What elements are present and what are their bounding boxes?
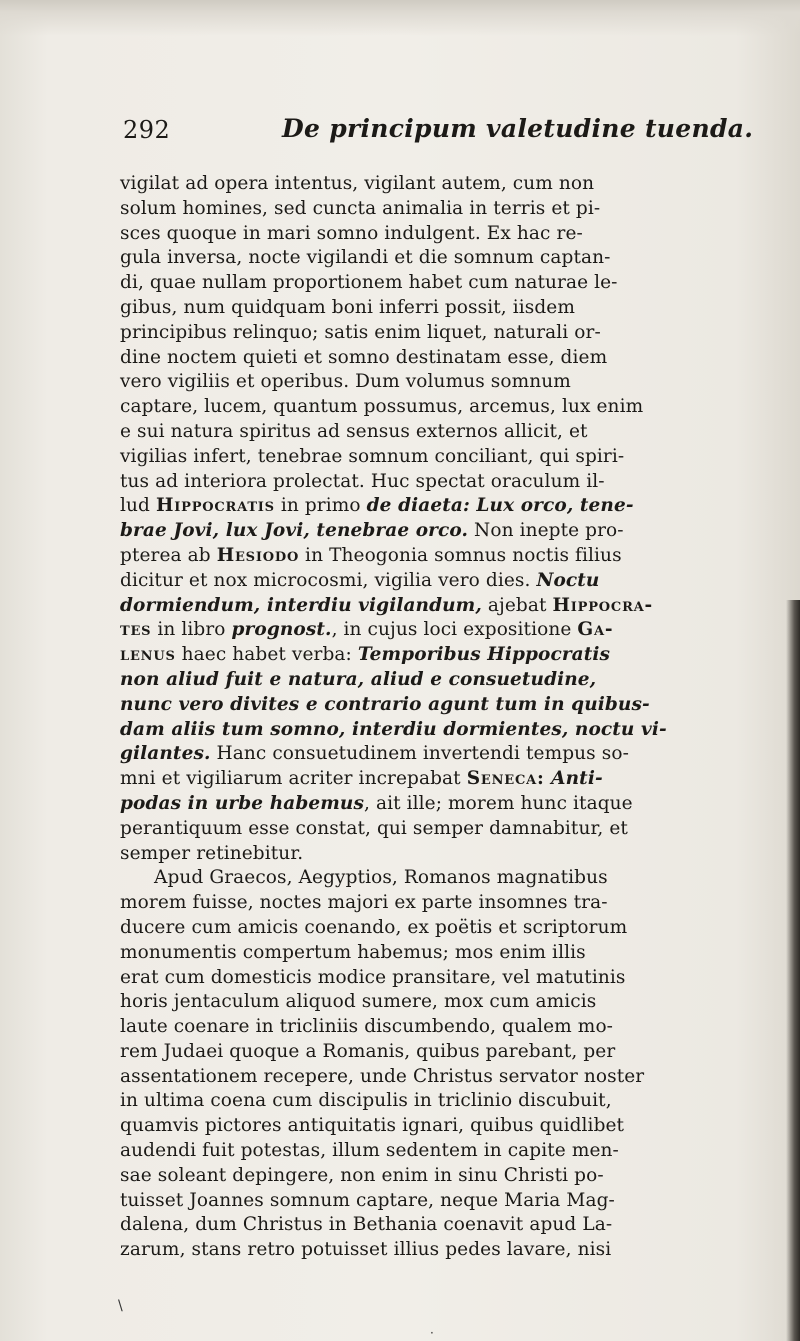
- text-run: assentationem recepere, unde Christus servator noster: [120, 1065, 645, 1087]
- italic-quote: Temporibus Hippocratis: [357, 644, 611, 666]
- text-run: in primo: [274, 495, 367, 517]
- text-line: [120, 494, 775, 519]
- text-line: [120, 718, 775, 743]
- text-line: [120, 866, 775, 891]
- text-line: [120, 395, 775, 420]
- text-run: erat cum domesticis modice pransitare, vel matutinis: [120, 966, 626, 988]
- text-run: Hanc consuetudinem invertendi tempus so-: [210, 743, 629, 765]
- text-line: [120, 346, 775, 371]
- text-line: [120, 1065, 775, 1090]
- text-run: vero vigiliis et operibus. Dum volumus somnum: [120, 371, 571, 393]
- italic-quote: dam aliis tum somno, interdiu dormientes, noctu vi-: [120, 718, 667, 740]
- text-line: [120, 370, 775, 395]
- text-line: [120, 445, 775, 470]
- text-line: [120, 1015, 775, 1040]
- text-line: [120, 842, 775, 867]
- text-run: vigilias infert, tenebrae somnum conciliant, qui spiri-: [120, 445, 625, 467]
- text-line: [120, 1114, 775, 1139]
- text-run: sces quoque in mari somno indulgent. Ex hac re-: [120, 222, 583, 244]
- running-title: De principum valetudine tuenda.: [282, 114, 754, 143]
- text-line: [120, 643, 775, 668]
- text-line: [120, 941, 775, 966]
- italic-quote: Noctu: [536, 569, 600, 591]
- text-line: [120, 966, 775, 991]
- text-line: [120, 296, 775, 321]
- author-name: Seneca:: [466, 768, 545, 790]
- text-run: sae soleant depingere, non enim in sinu Christi po-: [120, 1164, 604, 1186]
- text-run: vigilat ad opera intentus, vigilant autem, cum non: [120, 173, 595, 194]
- text-run: quamvis pictores antiquitatis ignari, quibus quidlibet: [120, 1115, 625, 1137]
- text-run: Non inepte pro-: [468, 520, 624, 542]
- text-run: tuisset Joannes somnum captare, neque Maria Mag-: [120, 1189, 615, 1211]
- text-line: [120, 742, 775, 767]
- text-run: e sui natura spiritus ad sensus externos allicit, et: [120, 420, 588, 442]
- italic-quote: Anti-: [544, 768, 603, 790]
- text-run: morem fuisse, noctes majori ex parte insomnes tra-: [120, 892, 608, 914]
- author-name: Hesiodo: [216, 544, 300, 566]
- text-run: horis jentaculum aliquod sumere, mox cum amicis: [120, 991, 597, 1013]
- text-line: [120, 1164, 775, 1189]
- text-line: [120, 222, 775, 247]
- text-line: [120, 1139, 775, 1164]
- text-line: [120, 693, 775, 718]
- text-line: [120, 569, 775, 594]
- text-run: solum homines, sed cuncta animalia in terris et pi-: [120, 197, 601, 219]
- text-line: [120, 594, 775, 619]
- text-line: [120, 470, 775, 495]
- text-run: in ultima coena cum discipulis in triclinio discubuit,: [120, 1090, 612, 1112]
- text-run: captare, lucem, quantum possumus, arcemus, lux enim: [120, 396, 644, 418]
- margin-tick-mark: \: [118, 1298, 123, 1314]
- text-run: laute coenare in tricliniis discumbendo, qualem mo-: [120, 1016, 614, 1038]
- text-line: [120, 618, 775, 643]
- text-line: [120, 1189, 775, 1214]
- text-run: di, quae nullam proportionem habet cum naturae le-: [120, 272, 618, 294]
- author-name: Hippocra-: [552, 594, 654, 616]
- text-line: [120, 916, 775, 941]
- text-run: , in cujus loci expositione: [331, 619, 578, 641]
- text-line: [120, 321, 775, 346]
- text-run: rem Judaei quoque a Romanis, quibus parebant, per: [120, 1040, 616, 1062]
- text-line: [120, 891, 775, 916]
- page-header: [0, 110, 800, 150]
- text-line: [120, 197, 775, 222]
- italic-quote: de diaeta: Lux orco, tene-: [366, 495, 634, 517]
- italic-quote: dormiendum, interdiu vigilandum,: [120, 594, 482, 616]
- page-right-edge-shadow: [786, 600, 800, 1341]
- text-line: [120, 767, 775, 792]
- text-line: [120, 271, 775, 296]
- page-number: 292: [123, 116, 171, 144]
- text-run: zarum, stans retro potuisset illius pedes lavare, nisi: [120, 1239, 612, 1261]
- text-line: [120, 817, 775, 842]
- page-top-edge: [0, 0, 800, 36]
- text-run: gibus, num quidquam boni inferri possit, iisdem: [120, 296, 575, 318]
- text-run: ajebat: [481, 594, 553, 616]
- text-run: dine noctem quieti et somno destinatam esse, diem: [120, 346, 608, 368]
- text-line: [120, 246, 775, 271]
- italic-quote: gilantes.: [120, 743, 211, 765]
- text-run: audendi fuit potestas, illum sedentem in capite men-: [120, 1140, 619, 1162]
- author-name: Ga-: [577, 619, 614, 641]
- text-run: semper retinebitur.: [120, 842, 304, 864]
- italic-quote: nunc vero divites e contrario agunt tum in quibus-: [120, 693, 650, 715]
- text-line: [120, 544, 775, 569]
- text-run: lud: [120, 495, 156, 517]
- text-run: in libro: [151, 619, 232, 641]
- text-run: haec habet verba:: [175, 644, 358, 666]
- text-line: [120, 990, 775, 1015]
- text-run: tus ad interiora prolectat. Huc spectat oraculum il-: [120, 470, 605, 492]
- italic-quote: non aliud fuit e natura, aliud e consuetudine,: [120, 668, 597, 690]
- text-line: [120, 1089, 775, 1114]
- text-line: [120, 519, 775, 544]
- text-run: Apud Graecos, Aegyptios, Romanos magnatibus: [154, 867, 608, 889]
- text-run: pterea ab: [120, 544, 217, 566]
- text-run: mni et vigiliarum acriter increpabat: [120, 768, 467, 790]
- text-run: gula inversa, nocte vigilandi et die somnum captan-: [120, 247, 611, 269]
- text-line: [120, 172, 775, 197]
- body-text: [120, 172, 775, 1263]
- text-line: [120, 1040, 775, 1065]
- italic-quote: prognost.: [231, 619, 332, 641]
- text-line: [120, 1213, 775, 1238]
- text-run: dalena, dum Christus in Bethania coenavit apud La-: [120, 1214, 613, 1236]
- text-line: [120, 420, 775, 445]
- text-line: [120, 1238, 775, 1263]
- author-name: lenus: [120, 644, 176, 666]
- text-line: [120, 792, 775, 817]
- text-run: principibus relinquo; satis enim liquet, naturali or-: [120, 321, 601, 343]
- text-run: , ait ille; morem hunc itaque: [364, 792, 633, 814]
- italic-quote: podas in urbe habemus: [120, 792, 364, 814]
- ink-speck: ·: [430, 1326, 434, 1340]
- text-line: [120, 668, 775, 693]
- text-run: in Theogonia somnus noctis filius: [299, 544, 622, 566]
- text-run: dicitur et nox microcosmi, vigilia vero dies.: [120, 569, 537, 591]
- italic-quote: brae Jovi, lux Jovi, tenebrae orco.: [120, 520, 469, 542]
- author-name: Hippocratis: [155, 495, 275, 517]
- text-run: monumentis compertum habemus; mos enim illis: [120, 941, 586, 963]
- text-run: perantiquum esse constat, qui semper damnabitur, et: [120, 817, 628, 839]
- text-run: ducere cum amicis coenando, ex poëtis et scriptorum: [120, 916, 628, 938]
- author-name: tes: [120, 619, 152, 641]
